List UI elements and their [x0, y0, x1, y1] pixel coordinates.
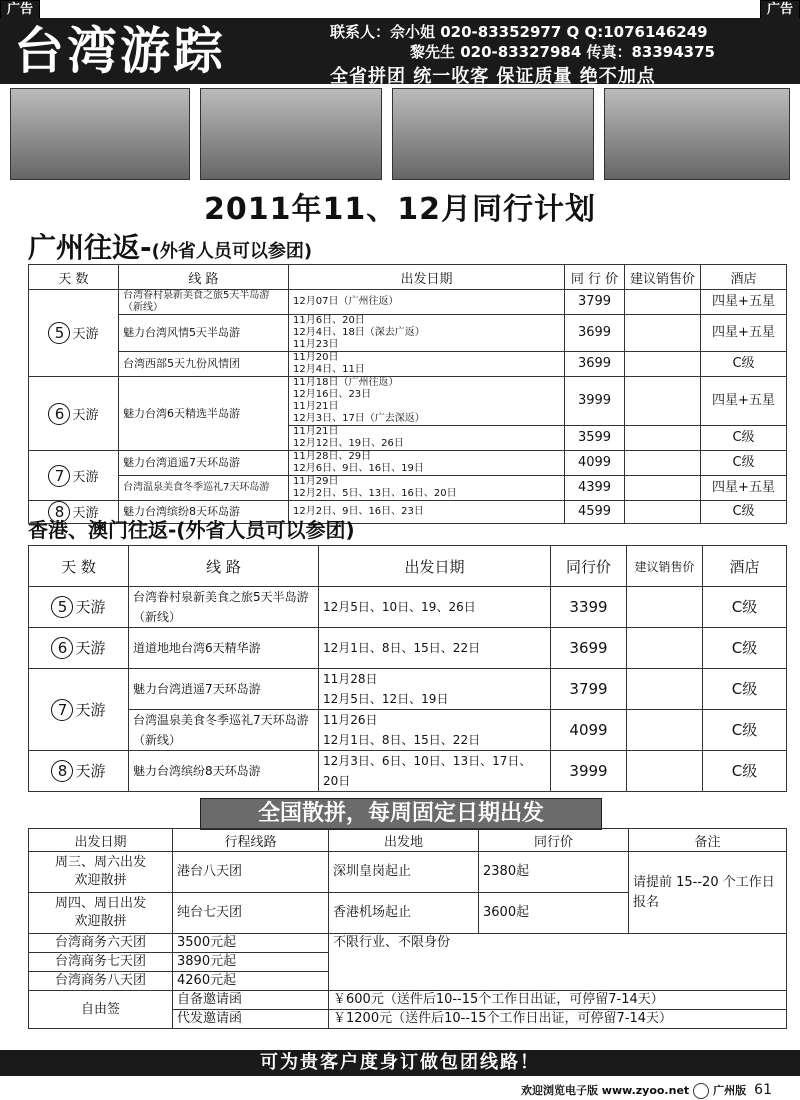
date-line: 欢迎散拼: [74, 914, 127, 929]
hotel-cell: C级: [701, 426, 787, 451]
remark-cell: 请提前 15--20 个工作日报名: [629, 852, 787, 934]
national-group-table: [28, 828, 787, 1029]
dates-cell: [289, 476, 565, 501]
date-line: 周四、周日出发: [54, 896, 146, 911]
suggested-price-cell: [625, 501, 701, 524]
dates-cell: [289, 315, 565, 352]
header-hotel: 酒店: [703, 546, 787, 587]
route-cell: 魅力台湾逍遥7天环岛游: [119, 451, 289, 476]
route-cell: 魅力台湾风情5天半岛游: [119, 315, 289, 352]
header-route: 线 路: [119, 265, 289, 290]
contact-line-2: 黎先生 020-83327984 传真：83394375: [410, 43, 715, 61]
page-number: 61: [754, 1082, 772, 1098]
table-row: [29, 991, 787, 1010]
suggested-price-cell: [625, 426, 701, 451]
header-departure: 出发日期: [29, 829, 173, 852]
date-line: 12月1日、8日、15日、22日: [323, 733, 481, 747]
dates-cell: 12月2日、9日、16日、23日: [289, 501, 565, 524]
day-number-badge: 8: [51, 760, 73, 782]
price-cell: 3699: [551, 628, 627, 669]
days-cell: [29, 628, 129, 669]
hotel-cell: C级: [703, 710, 787, 751]
header-price: 同行价: [479, 829, 629, 852]
day-number-badge: 5: [48, 322, 70, 344]
date-line: 11月28日: [323, 672, 378, 686]
dates-cell: [289, 377, 565, 426]
date-line: 周三、周六出发: [54, 855, 146, 870]
header-price: 同行价: [551, 546, 627, 587]
date-line: 12月4日、11日: [293, 364, 365, 375]
suggested-price-cell: [627, 587, 703, 628]
price-cell: 3999: [565, 377, 625, 426]
route-cell: 港台八天团: [173, 852, 329, 893]
price-cell: 3799: [551, 669, 627, 710]
date-line: 12月3日、17日（广去深返）: [293, 413, 425, 424]
footer-info: [521, 1082, 772, 1099]
days-cell: [29, 751, 129, 792]
hotel-cell: C级: [703, 751, 787, 792]
route-cell: 道道地地台湾6天精华游: [129, 628, 319, 669]
date-line: 11月21日: [293, 426, 339, 437]
price-cell: 3599: [565, 426, 625, 451]
day-number-badge: 7: [51, 699, 73, 721]
table-row: [29, 934, 787, 953]
dates-cell: [319, 710, 551, 751]
days-text: 天游: [72, 407, 99, 423]
biz-note-cell: 不限行业、不限身份: [329, 934, 787, 991]
table-row: [29, 377, 787, 426]
price-cell: 3699: [565, 352, 625, 377]
table-row: [29, 751, 787, 792]
footer-website: 欢迎浏览电子版 www.zyoo.net: [520, 1084, 690, 1097]
days-cell: [29, 377, 119, 451]
contact-line-1: 联系人：佘小姐 020-83352977 Q Q:1076146249: [330, 23, 708, 41]
suggested-price-cell: [625, 377, 701, 426]
days-text: 天游: [72, 469, 99, 485]
visa-fee-cell: ￥600元（送件后10--15个工作日出证，可停留7-14天）: [329, 991, 787, 1010]
departure-cell: [29, 852, 173, 893]
days-cell: [29, 290, 119, 377]
price-cell: 4399: [565, 476, 625, 501]
hotel-cell: 四星+五星: [701, 377, 787, 426]
day-number-badge: 5: [51, 596, 73, 618]
footer-edition: 广州版: [713, 1084, 747, 1097]
biz-name-cell: 台湾商务六天团: [29, 934, 173, 953]
price-cell: 3999: [551, 751, 627, 792]
suggested-price-cell: [627, 628, 703, 669]
date-line: 11月29日: [293, 476, 339, 487]
biz-price-cell: 3890元起: [173, 953, 329, 972]
dates-cell: 12月07日（广州往返）: [289, 290, 565, 315]
visa-fee-cell: ￥1200元（送件后10--15个工作日出证，可停留7-14天）: [329, 1010, 787, 1029]
suggested-price-cell: [625, 290, 701, 315]
brand-title: 台湾游踪: [14, 22, 226, 80]
header-suggested-price: 建议销售价: [625, 265, 701, 290]
suggested-price-cell: [625, 476, 701, 501]
logo-circle-icon: [693, 1083, 709, 1099]
date-line: 欢迎散拼: [74, 873, 127, 888]
date-line: 11月6日、20日: [293, 315, 365, 326]
days-text: 天游: [75, 700, 106, 719]
visa-label-cell: 自由签: [29, 991, 173, 1029]
price-cell: 3399: [551, 587, 627, 628]
photo-mountain-trees: [604, 88, 790, 180]
header-itinerary: 行程线路: [173, 829, 329, 852]
photo-lake: [392, 88, 594, 180]
days-text: 天游: [75, 598, 106, 616]
header-days: 天 数: [29, 546, 129, 587]
suggested-price-cell: [627, 710, 703, 751]
hongkong-macau-table: [28, 545, 787, 792]
route-cell: 魅力台湾逍遥7天环岛游: [129, 669, 319, 710]
departure-cell: [29, 893, 173, 934]
date-line: 12月5日、12日、19日: [323, 692, 449, 706]
price-cell: 3699: [565, 315, 625, 352]
days-text: 天游: [75, 639, 106, 657]
footer-banner: 可为贵客户度身订做包团线路！: [0, 1050, 800, 1076]
header-suggested-price: 建议销售价: [627, 546, 703, 587]
table-row: [29, 587, 787, 628]
date-line: 11月28日、29日: [293, 451, 372, 462]
dates-cell: 12月3日、6日、10日、13日、17日、20日: [319, 751, 551, 792]
dates-cell: [319, 669, 551, 710]
day-number-badge: 7: [48, 465, 70, 487]
route-cell: 台湾眷村泉新美食之旅5天半岛游（新线）: [129, 587, 319, 628]
date-line: 12月2日、5日、13日、16日、20日: [293, 488, 457, 499]
header-dates: 出发日期: [289, 265, 565, 290]
suggested-price-cell: [627, 669, 703, 710]
dates-cell: [289, 451, 565, 476]
header: [0, 18, 800, 87]
route-cell: 魅力台湾6天精选半岛游: [119, 377, 289, 451]
origin-cell: 香港机场起止: [329, 893, 479, 934]
table-row: [29, 315, 787, 352]
header-hotel: 酒店: [701, 265, 787, 290]
hotel-cell: C级: [701, 451, 787, 476]
suggested-price-cell: [625, 352, 701, 377]
price-cell: 3799: [565, 290, 625, 315]
hotel-cell: 四星+五星: [701, 290, 787, 315]
photo-memorial-hall: [10, 88, 190, 180]
day-number-badge: 8: [48, 501, 70, 523]
suggested-price-cell: [625, 315, 701, 352]
price-cell: 4599: [565, 501, 625, 524]
hotel-cell: C级: [703, 587, 787, 628]
day-number-badge: 6: [51, 637, 73, 659]
section2-title: 香港、澳门往返-(外省人员可以参团): [28, 518, 355, 542]
dates-cell: [289, 426, 565, 451]
hotel-cell: C级: [701, 501, 787, 524]
origin-cell: 深圳皇岗起止: [329, 852, 479, 893]
table-row: [29, 710, 787, 751]
date-line: 12月6日、9日、16日、19日: [293, 463, 424, 474]
biz-name-cell: 台湾商务八天团: [29, 972, 173, 991]
dates-cell: 12月1日、8日、15日、22日: [319, 628, 551, 669]
days-text: 天游: [72, 506, 99, 521]
route-cell: 台湾温泉美食冬季巡礼7天环岛游（新线）: [129, 710, 319, 751]
day-number-badge: 6: [48, 403, 70, 425]
date-line: 11月23日: [293, 339, 339, 350]
days-cell: [29, 669, 129, 751]
price-cell: 4099: [551, 710, 627, 751]
days-cell: [29, 587, 129, 628]
table-row: [29, 852, 787, 893]
table-row: [29, 669, 787, 710]
price-cell: 4099: [565, 451, 625, 476]
table-header-row: [29, 265, 787, 290]
price-cell: 2380起: [479, 852, 629, 893]
dates-cell: 12月5日、10日、19、26日: [319, 587, 551, 628]
suggested-price-cell: [625, 451, 701, 476]
date-line: 11月18日（广州往返）: [293, 377, 399, 388]
ad-tag-right: 广告: [760, 0, 800, 20]
header-days: 天 数: [29, 265, 119, 290]
dates-cell: [289, 352, 565, 377]
price-cell: 3600起: [479, 893, 629, 934]
hotel-cell: C级: [701, 352, 787, 377]
route-cell: 台湾温泉美食冬季巡礼7天环岛游: [119, 476, 289, 501]
date-line: 11月21日: [293, 401, 339, 412]
section1-title-text: 广州往返-: [28, 231, 152, 264]
header-origin: 出发地: [329, 829, 479, 852]
date-line: 11月20日: [293, 352, 339, 363]
biz-price-cell: 4260元起: [173, 972, 329, 991]
biz-price-cell: 3500元起: [173, 934, 329, 953]
route-cell: 台湾西部5天九份风情团: [119, 352, 289, 377]
table-header-row: [29, 546, 787, 587]
section3-banner: 全国散拼，每周固定日期出发: [200, 798, 602, 830]
visa-type-cell: 代发邀请函: [173, 1010, 329, 1029]
header-price: 同 行 价: [565, 265, 625, 290]
header-route: 线 路: [129, 546, 319, 587]
ad-tag-left: 广告: [0, 0, 40, 20]
days-text: 天游: [75, 762, 106, 780]
photo-strip: [10, 88, 790, 180]
table-row: [29, 451, 787, 476]
table-row: [29, 628, 787, 669]
table-header-row: [29, 829, 787, 852]
date-line: 12月12日、19日、26日: [293, 438, 404, 449]
biz-name-cell: 台湾商务七天团: [29, 953, 173, 972]
hotel-cell: 四星+五星: [701, 315, 787, 352]
suggested-price-cell: [627, 751, 703, 792]
guangzhou-table: [28, 264, 787, 524]
photo-taipei-city: [200, 88, 382, 180]
date-line: 11月26日: [323, 713, 378, 727]
hotel-cell: C级: [703, 669, 787, 710]
date-line: 12月4日、18日（深去广返）: [293, 327, 425, 338]
table-row: [29, 476, 787, 501]
main-title: 2011年11、12月同行计划: [204, 192, 596, 227]
header-dates: 出发日期: [319, 546, 551, 587]
section1-title: [28, 226, 312, 266]
hotel-cell: C级: [703, 628, 787, 669]
header-remark: 备注: [629, 829, 787, 852]
section1-subtitle: (外省人员可以参团): [151, 241, 313, 262]
route-cell: 魅力台湾缤纷8天环岛游: [129, 751, 319, 792]
days-text: 天游: [72, 327, 99, 342]
route-cell: 魅力台湾缤纷8天环岛游: [119, 501, 289, 524]
route-cell: 台湾眷村泉新美食之旅5天半岛游（新线）: [119, 290, 289, 315]
route-cell: 纯台七天团: [173, 893, 329, 934]
visa-type-cell: 自备邀请函: [173, 991, 329, 1010]
slogan: 全省拼团 统一收客 保证质量 绝不加点: [330, 66, 656, 87]
hotel-cell: 四星+五星: [701, 476, 787, 501]
date-line: 12月16日、23日: [293, 389, 372, 400]
days-cell: [29, 451, 119, 501]
